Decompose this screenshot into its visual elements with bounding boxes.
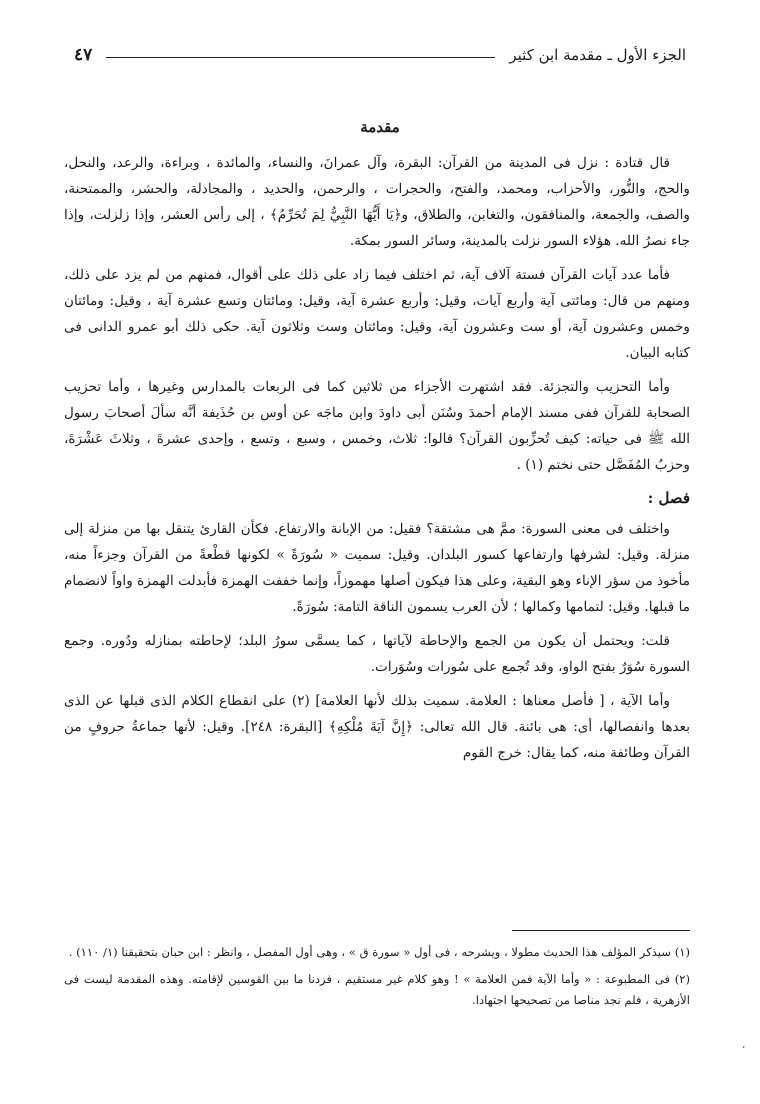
subheading: فصل : xyxy=(647,489,690,507)
header-rule xyxy=(106,57,495,58)
page-number: ٤٧ xyxy=(74,45,93,65)
paragraph: فأما عدد آيات القرآن فستة آلاف آية، ثم اختلف فيما زاد على ذلك على أقوال، فمنهم من لم يزد على ذلك، ومنهم من قال: ومائتى آية وأربع آيات، وقيل: وأربع عشرة آية، وقيل: ومائتان وتسع عشرة آية ، وقيل: ومائتان وخمس وعشرون آية، أو ست وعشرون آية، وقيل: ومائتان وست وثلاثون آية. حكى ذلك أبو عمرو الدانى فى كتابه البيان. xyxy=(64,267,690,361)
paragraph: قلت: ويحتمل أن يكون من الجمع والإحاطة لآياتها ، كما يسمَّى سورُ البلد؛ لإحاطته بمنازله ودُوره. وجمع السورة سُوَرٌ بفتح الواو، وقد تُجمع على سُورات وسُوَرات. xyxy=(64,633,690,675)
main-text xyxy=(64,150,690,774)
footnote: (٢) فى المطبوعة : « وأما الآية فمن العلامة » ! وهو كلام غير مستقيم ، فزدنا ما بين القوسين لإقامته. وهذه المقدمة ليست فى الأزهرية ، فلم نجد مناصا من تصحيحها اجتهادا. xyxy=(64,972,690,1007)
paragraph: واختلف فى معنى السورة: ممَّ هى مشتقة؟ فقيل: من الإبانة والارتفاع. فكأن القارئ يتنقل بها من منزلة إلى منزلة. وقيل: لشرفها وارتفاعها كسور البلدان. وقيل: سميت « سُورَةً » لكونها قطْعةً من القرآن وجزءاً منه، مأخوذ من سؤر الإناء وهو البقية، وعلى هذا فيكون أصلها مهموزاً، وإنما خففت الهمزة فأبدلت الهمزة واواً لانضمام ما قبلها. وقيل: لتمامها وكمالها ؛ لأن العرب يسمون الناقة التامة: سُورَةً. xyxy=(64,521,690,615)
footnotes xyxy=(64,942,690,1017)
page-header xyxy=(74,40,686,70)
footnote-divider xyxy=(512,930,690,931)
section-title: مقدمة xyxy=(360,118,400,136)
footnote: (١) سيذكر المؤلف هذا الحديث مطولا ، ويشرحه ، فى أول « سورة ق » ، وهى أول المفصل ، وانظر : ابن حبان بتحقيقنا (١/ ١١٠) . xyxy=(68,945,690,959)
paragraph: وأما الآية ، [ فأصل معناها : العلامة. سميت بذلك لأنها العلامة] (٢) على انقطاع الكلام الذى قبلها عن الذى بعدها وانفصالها، أى: هى بائنة. قال الله تعالى: ﴿إِنَّ آيَةَ مُلْكِهِ﴾ [البقرة: ٢٤٨]. وقيل: لأنها جماعةُ حروفٍ من القرآن وطائفة منه، كما يقال: خرج القوم xyxy=(64,693,690,761)
paragraph: وأما التحزيب والتجزئة. فقد اشتهرت الأجزاء من ثلاثين كما فى الربعات بالمدارس وغيرها ، وأما تحزيب الصحابة للقرآن ففى مسند الإمام أحمدَ وسُنَن أبى داودَ وابن ماجَه عن أوس بن حُذَيفة أنَّه سألَ أصحابَ رسول الله ﷺ فى حياته: كيف تُحزِّبون القرآن؟ قالوا: ثلاث، وخمس ، وسبع ، وتسع ، وإحدى عشرةَ ، وثلاثَ عَشْرَةَ، وحزبُ المُفَصَّل حتى نختم (١) . xyxy=(64,379,690,473)
margin-mark: ، xyxy=(742,1040,746,1051)
running-title: الجزء الأول ـ مقدمة ابن كثير xyxy=(509,46,686,64)
paragraph: قال قتادة : نزل فى المدينة من القرآن: البقرة، وآل عمرانَ، والنساء، والمائدة ، وبراءة، والرعد، والنحل، والحج، والنُّور، والأحزاب، ومحمد، والفتح، والحجرات ، والرحمن، والحديد ، والمجادلة، والحشر، والممتحنة، والصف، والجمعة، والمنافقون، والتغابن، والطلاق، و﴿يَا أَيُّهَا النَّبِيُّ لِمَ تُحَرِّمُ﴾ ، إلى رأس العشر، وإذا زلزلت، وإذا جاء نصرُ الله. هؤلاء السور نزلت بالمدينة، وسائر السور بمكة. xyxy=(64,155,690,249)
